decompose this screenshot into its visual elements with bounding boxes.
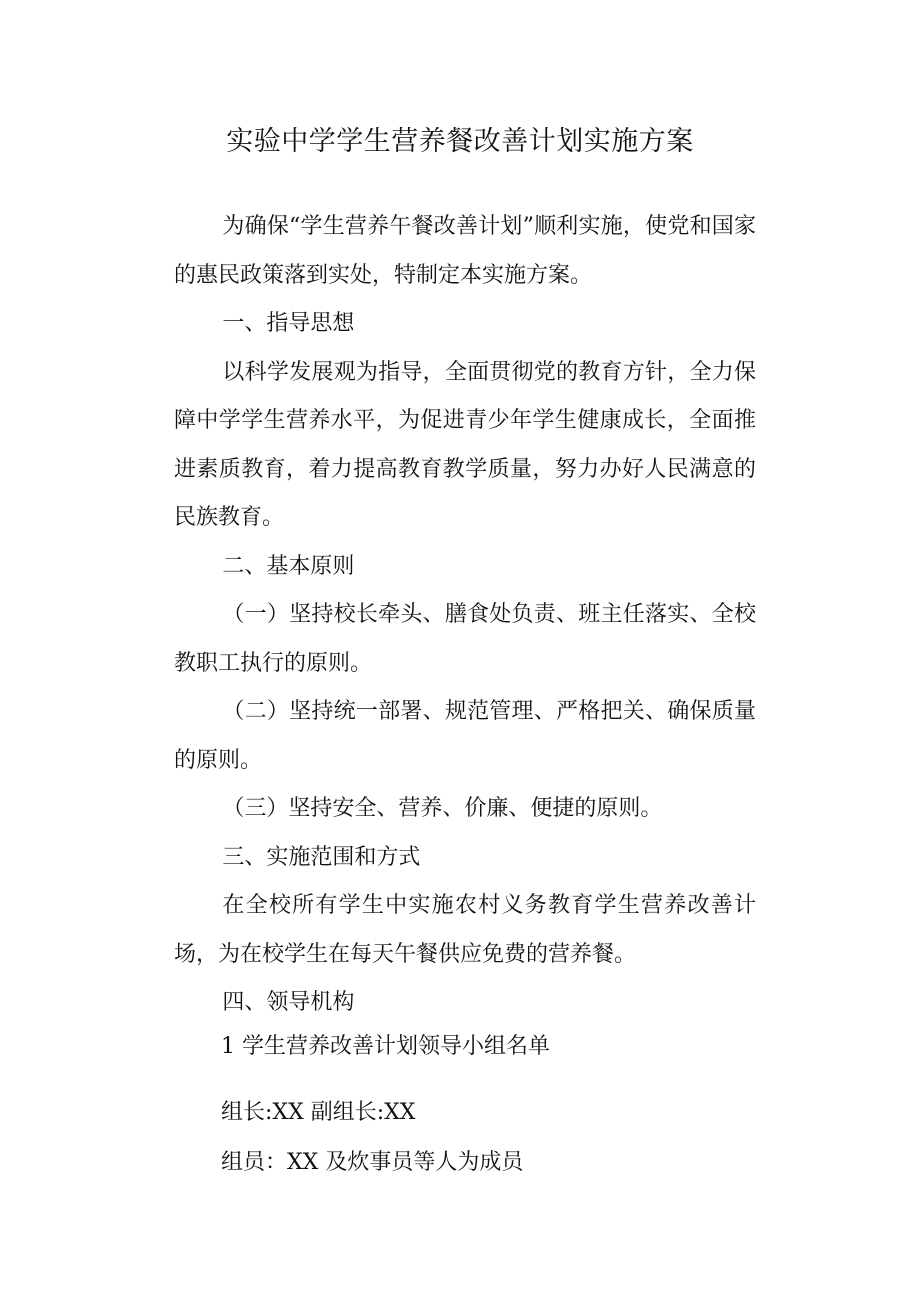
section-heading-scope: 三、实施范围和方式 [222,844,421,870]
guiding-ideology-paragraph: 以科学发展观为指导，全面贯彻党的教育方针，全力保障中学学生营养水平，为促进青少年学生健康成长，全面推进素质教育，着力提高教育教学质量，努力办好人民满意的民族教育。 [174,359,756,530]
principle-1-paragraph: （一）坚持校长牵头、膳食处负责、班主任落实、全校教职工执行的原则。 [174,602,756,676]
leadership-list-heading: 1 学生营养改善计划领导小组名单 [221,1034,550,1059]
scope-paragraph: 在全校所有学生中实施农村义务教育学生营养改善计场，为在校学生在每天午餐供应免费的营养餐。 [174,893,756,967]
intro-paragraph: 为确保“学生营养午餐改善计划”顺利实施，使党和国家的惠民政策落到实处，特制定本实施方案。 [174,214,756,288]
document-title: 实验中学学生营养餐改善计划实施方案 [226,126,694,157]
document-body [174,203,756,1028]
members-line: 组员：XX 及炊事员等人为成员 [221,1150,524,1175]
principle-2-paragraph: （二）坚持统一部署、规范管理、严格把关、确保质量的原则。 [174,699,756,773]
leaders-line: 组长:XX 副组长:XX [221,1100,416,1125]
section-heading-guiding-ideology: 一、指导思想 [222,311,355,336]
section-heading-leadership: 四、领导机构 [222,990,355,1015]
section-heading-basic-principles: 二、基本原则 [222,553,355,579]
principle-3-paragraph: （三）坚持安全、营养、价廉、便捷的原则。 [222,796,663,821]
